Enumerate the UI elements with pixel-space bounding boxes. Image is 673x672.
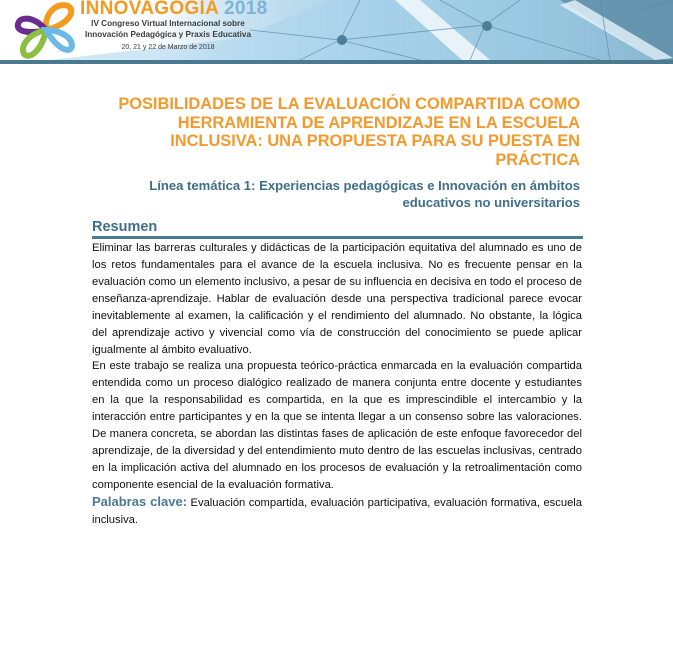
conference-banner [0,0,673,60]
conference-subtitle-line2: Innovación Pedagógica y Praxis Educativa [84,30,252,39]
brand-year: 2018 [224,0,268,19]
thematic-line: Línea temática 1: Experiencias pedagógicas e Innovación en ámbitos educativos no universitarios [149,178,580,210]
title-block [100,95,580,211]
abstract-paragraph-2: En este trabajo se realiza una propuesta teórico-práctica enmarcada en la evaluación compartida entendida como un proceso dialógico realizado de manera conjunta entre docente y estudiantes en la que la responsabilidad es compartida, en la que es imprescindible el intercambio y la interacción entre participantes y en la que se intenta llegar a un consenso sobre las valoraciones. De manera concreta, se abordan las distintas fases de aplicación de este enfoque favorecedor del aprendizaje, de la diversidad y del entendimiento muto dentro de las escuelas inclusivas, centrado en la implicación activa del alumnado en los procesos de evaluación y la retroalimentación como componente esencial de la evaluación formativa. [92,360,582,491]
conference-dates: 20, 21 y 22 de Marzo de 2018 [121,44,215,51]
abstract-heading-rule [92,236,583,239]
conference-subtitle-line1: IV Congreso Virtual Internacional sobre [91,19,245,28]
keywords-label: Palabras clave: [92,494,188,509]
brand-name-text: INNOVAGOGIA [80,0,219,19]
keywords [92,493,582,529]
banner-divider [0,60,673,64]
abstract-paragraph-1: Eliminar las barreras culturales y didácticas de la participación equitativa del alumnado es uno de los retos fundamentales para el avance de la escuela inclusiva. No es frecuente pensar en la evaluación como un elemento inclusivo, a pesar de su influencia en decisiva en todo el proceso de enseñanza-aprendizaje. Hablar de evaluación desde una perspectiva tradicional parece evocar inevitablemente al examen, la calificación y el rendimiento del alumnado. No obstante, la lógica del aprendizaje activo y vivencial como vía de construcción del conocimiento se puede aplicar igualmente al ámbito evaluativo. [92,242,582,356]
keywords-text: Evaluación compartida, evaluación participativa, evaluación formativa, escuela inclusiva. [92,497,583,526]
paper-title: POSIBILIDADES DE LA EVALUACIÓN COMPARTIDA COMO HERRAMIENTA DE APRENDIZAJE EN LA ESCUELA INCLUSIVA: UNA PROPUESTA PARA SU PUESTA EN PRÁCTICA [118,95,580,169]
abstract-heading: Resumen [92,219,158,235]
four-petal-ribbon-logo-icon [14,0,78,60]
conference-brand-name [80,0,267,20]
